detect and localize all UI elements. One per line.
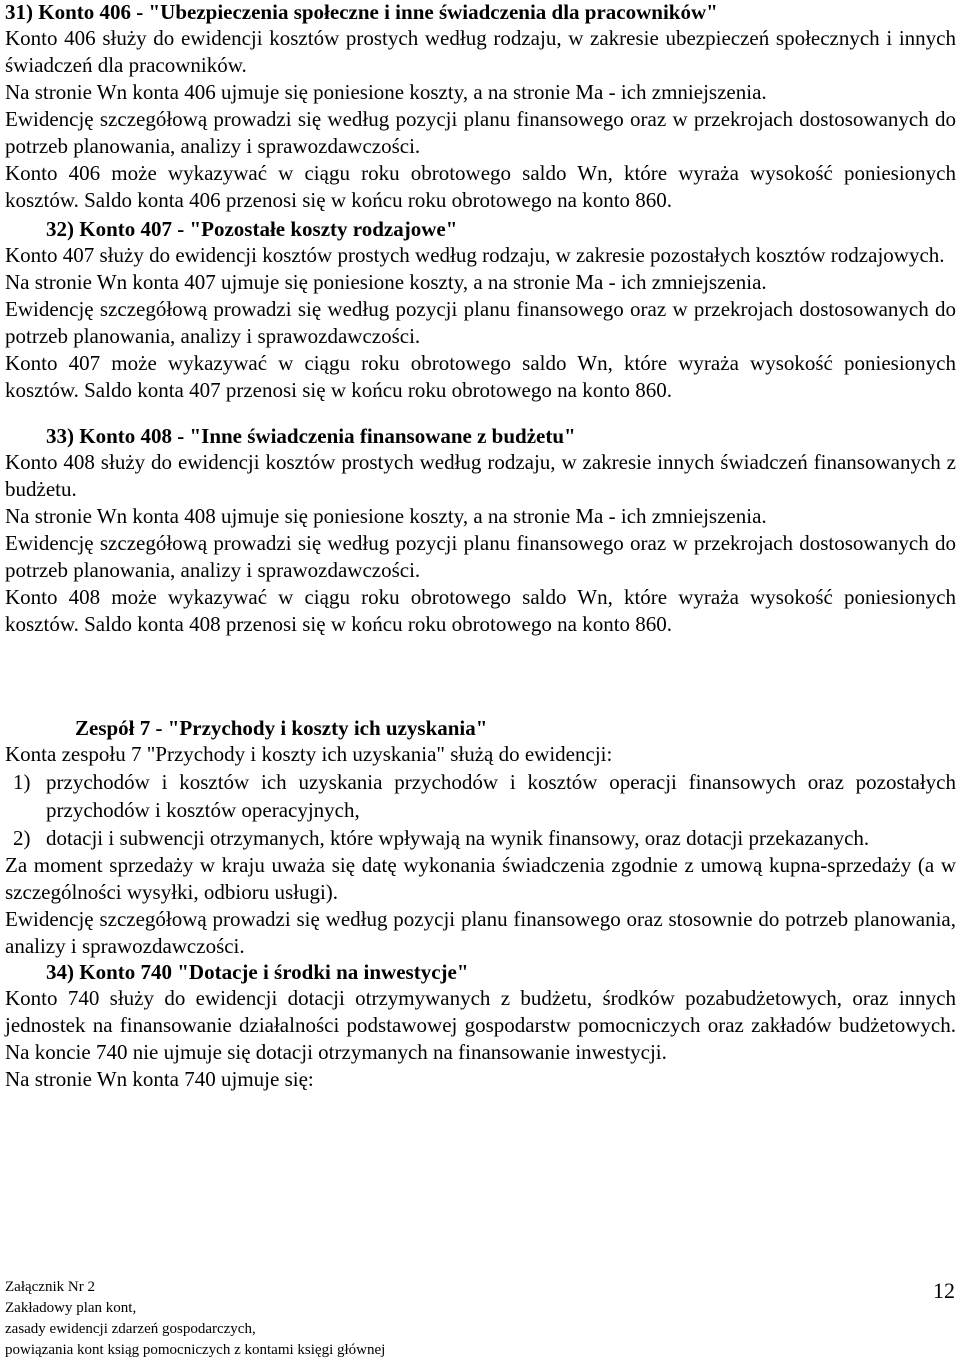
paragraph: Ewidencję szczegółową prowadzi się według pozycji planu finansowego oraz w przekrojach dostosowanych do potrzeb planowania, analizy i sprawozdawczości. xyxy=(5,297,956,348)
paragraph: Na stronie Wn konta 408 ujmuje się poniesione koszty, a na stronie Ma - ich zmniejszenia. xyxy=(5,504,767,528)
list-item-text: dotacji i subwencji otrzymanych, które wpływają na wynik finansowy, oraz dotacji przekazanych. xyxy=(46,826,870,850)
numbered-list xyxy=(5,768,956,852)
list-item-text: przychodów i kosztów ich uzyskania przychodów i kosztów operacji finansowych oraz pozostałych przychodów i kosztów operacyjnych, xyxy=(46,770,956,822)
section-heading-32: 32) Konto 407 - "Pozostałe koszty rodzajowe" xyxy=(46,217,458,241)
paragraph: Za moment sprzedaży w kraju uważa się datę wykonania świadczenia zgodnie z umową kupna-sprzedaży (a w szczególności wysyłki, odbioru usługi). xyxy=(5,853,956,904)
list-item xyxy=(5,768,956,824)
page-footer xyxy=(5,1277,385,1361)
paragraph: Konto 406 może wykazywać w ciągu roku obrotowego saldo Wn, które wyraża wysokość poniesionych kosztów. Saldo konta 406 przenosi się w końcu roku obrotowego na konto 860. xyxy=(5,161,956,212)
paragraph: Konto 740 służy do ewidencji dotacji otrzymywanych z budżetu, środków pozabudżetowych, oraz innych jednostek na finansowanie działalności podstawowej gospodarstw pomocniczych oraz zakładów budżetowych. Na koncie 740 nie ujmuje się dotacji otrzymanych na finansowanie inwestycji. xyxy=(5,986,956,1064)
document-body xyxy=(5,0,956,1093)
footer-line: zasady ewidencji zdarzeń gospodarczych, xyxy=(5,1321,256,1337)
footer-line: Załącznik Nr 2 xyxy=(5,1279,95,1295)
paragraph: Konto 408 może wykazywać w ciągu roku obrotowego saldo Wn, które wyraża wysokość poniesionych kosztów. Saldo konta 408 przenosi się w końcu roku obrotowego na konto 860. xyxy=(5,585,956,636)
paragraph: Konto 407 może wykazywać w ciągu roku obrotowego saldo Wn, które wyraża wysokość poniesionych kosztów. Saldo konta 407 przenosi się w końcu roku obrotowego na konto 860. xyxy=(5,351,956,402)
paragraph: Na stronie Wn konta 406 ujmuje się poniesione koszty, a na stronie Ma - ich zmniejszenia. xyxy=(5,80,767,104)
paragraph: Ewidencję szczegółową prowadzi się według pozycji planu finansowego oraz w przekrojach dostosowanych do potrzeb planowania, analizy i sprawozdawczości. xyxy=(5,531,956,582)
spacer xyxy=(5,638,956,716)
paragraph: Konto 408 służy do ewidencji kosztów prostych według rodzaju, w zakresie innych świadczeń finansowanych z budżetu. xyxy=(5,450,956,501)
paragraph: Na stronie Wn konta 740 ujmuje się: xyxy=(5,1067,314,1091)
paragraph: Na stronie Wn konta 407 ujmuje się poniesione koszty, a na stronie Ma - ich zmniejszenia. xyxy=(5,270,767,294)
footer-line: powiązania kont ksiąg pomocniczych z kontami księgi głównej xyxy=(5,1342,386,1358)
list-item-number: 2) xyxy=(13,826,31,850)
paragraph: Konta zespołu 7 "Przychody i koszty ich uzyskania" służą do ewidencji: xyxy=(5,742,613,766)
section-heading-33: 33) Konto 408 - "Inne świadczenia finansowane z budżetu" xyxy=(46,424,576,448)
list-item xyxy=(5,824,956,852)
list-item-number: 1) xyxy=(13,770,31,794)
paragraph: Ewidencję szczegółową prowadzi się według pozycji planu finansowego oraz w przekrojach dostosowanych do potrzeb planowania, analizy i sprawozdawczości. xyxy=(5,107,956,158)
page-number: 12 xyxy=(933,1278,955,1303)
section-heading-34: 34) Konto 740 "Dotacje i środki na inwestycje" xyxy=(46,960,469,984)
footer-line: Zakładowy plan kont, xyxy=(5,1300,137,1316)
section-heading-31: 31) Konto 406 - "Ubezpieczenia społeczne i inne świadczenia dla pracowników" xyxy=(5,0,718,24)
paragraph: Ewidencję szczegółową prowadzi się według pozycji planu finansowego oraz stosownie do potrzeb planowania, analizy i sprawozdawczości. xyxy=(5,907,956,958)
paragraph: Konto 407 służy do ewidencji kosztów prostych według rodzaju, w zakresie pozostałych kosztów rodzajowych. xyxy=(5,243,945,267)
spacer xyxy=(5,404,956,424)
group-heading-zespol-7: Zespół 7 - "Przychody i koszty ich uzyskania" xyxy=(75,716,488,740)
paragraph: Konto 406 służy do ewidencji kosztów prostych według rodzaju, w zakresie ubezpieczeń społecznych i innych świadczeń dla pracowników. xyxy=(5,26,956,77)
